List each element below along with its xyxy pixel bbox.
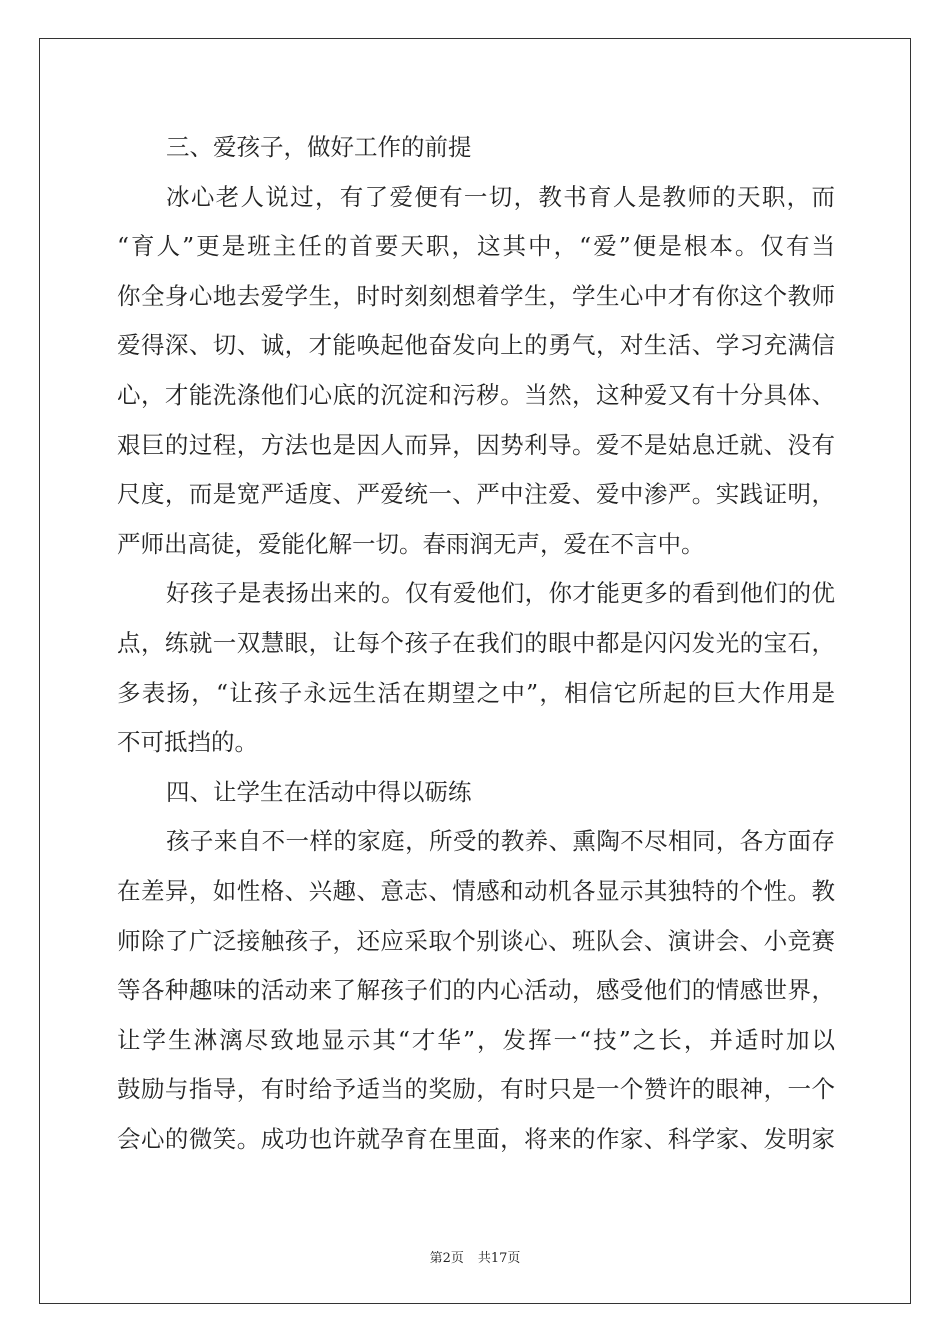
- section-heading-4: 四、让学生在活动中得以砺练: [166, 777, 472, 806]
- paragraph-line: 好孩子是表扬出来的。仅有爱他们，你才能更多的看到他们的优: [166, 579, 835, 608]
- paragraph-line: 冰心老人说过，有了爱便有一切，教书育人是教师的天职，而: [166, 182, 835, 211]
- paragraph-line: 不可抵挡的。: [117, 728, 258, 757]
- paragraph-line: 严师出高徒，爱能化解一切。春雨润无声，爱在不言中。: [117, 529, 705, 558]
- paragraph-line: 鼓励与指导，有时给予适当的奖励，有时只是一个赞许的眼神，一个: [117, 1075, 835, 1104]
- paragraph-line: 点，练就一双慧眼，让每个孩子在我们的眼中都是闪闪发光的宝石，: [117, 628, 835, 657]
- page-total: 共17页: [477, 1251, 521, 1266]
- paragraph-line: 多表扬，“让孩子永远生活在期望之中”，相信它所起的巨大作用是: [117, 678, 835, 707]
- page-footer: [0, 1247, 950, 1266]
- paragraph-line: 等各种趣味的活动来了解孩子们的内心活动，感受他们的情感世界，: [117, 976, 835, 1005]
- page-number: 第2页: [429, 1251, 464, 1266]
- paragraph-line: 师除了广泛接触孩子，还应采取个别谈心、班队会、演讲会、小竞赛: [117, 926, 835, 955]
- paragraph-line: 艰巨的过程，方法也是因人而异，因势利导。爱不是姑息迁就、没有: [117, 430, 835, 459]
- section-heading-3: 三、爱孩子，做好工作的前提: [166, 133, 472, 161]
- paragraph-line: 让学生淋漓尽致地显示其“才华”，发挥一“技”之长，并适时加以: [117, 1025, 835, 1054]
- paragraph-line: 你全身心地去爱学生，时时刻刻想着学生，学生心中才有你这个教师: [117, 281, 835, 310]
- paragraph-line: 会心的微笑。成功也许就孕育在里面，将来的作家、科学家、发明家: [117, 1124, 835, 1153]
- paragraph-line: 尺度，而是宽严适度、严爱统一、严中注爱、爱中渗严。实践证明，: [117, 480, 835, 509]
- paragraph-line: 孩子来自不一样的家庭，所受的教养、熏陶不尽相同，各方面存: [166, 827, 835, 856]
- document-body: [117, 123, 835, 1164]
- paragraph-line: 在差异，如性格、兴趣、意志、情感和动机各显示其独特的个性。教: [117, 876, 835, 905]
- paragraph-line: 心，才能洗涤他们心底的沉淀和污秽。当然，这种爱又有十分具体、: [117, 380, 835, 409]
- paragraph-line: “育人”更是班主任的首要天职，这其中，“爱”便是根本。仅有当: [117, 232, 835, 261]
- paragraph-line: 爱得深、切、诚，才能唤起他奋发向上的勇气，对生活、学习充满信: [117, 331, 835, 360]
